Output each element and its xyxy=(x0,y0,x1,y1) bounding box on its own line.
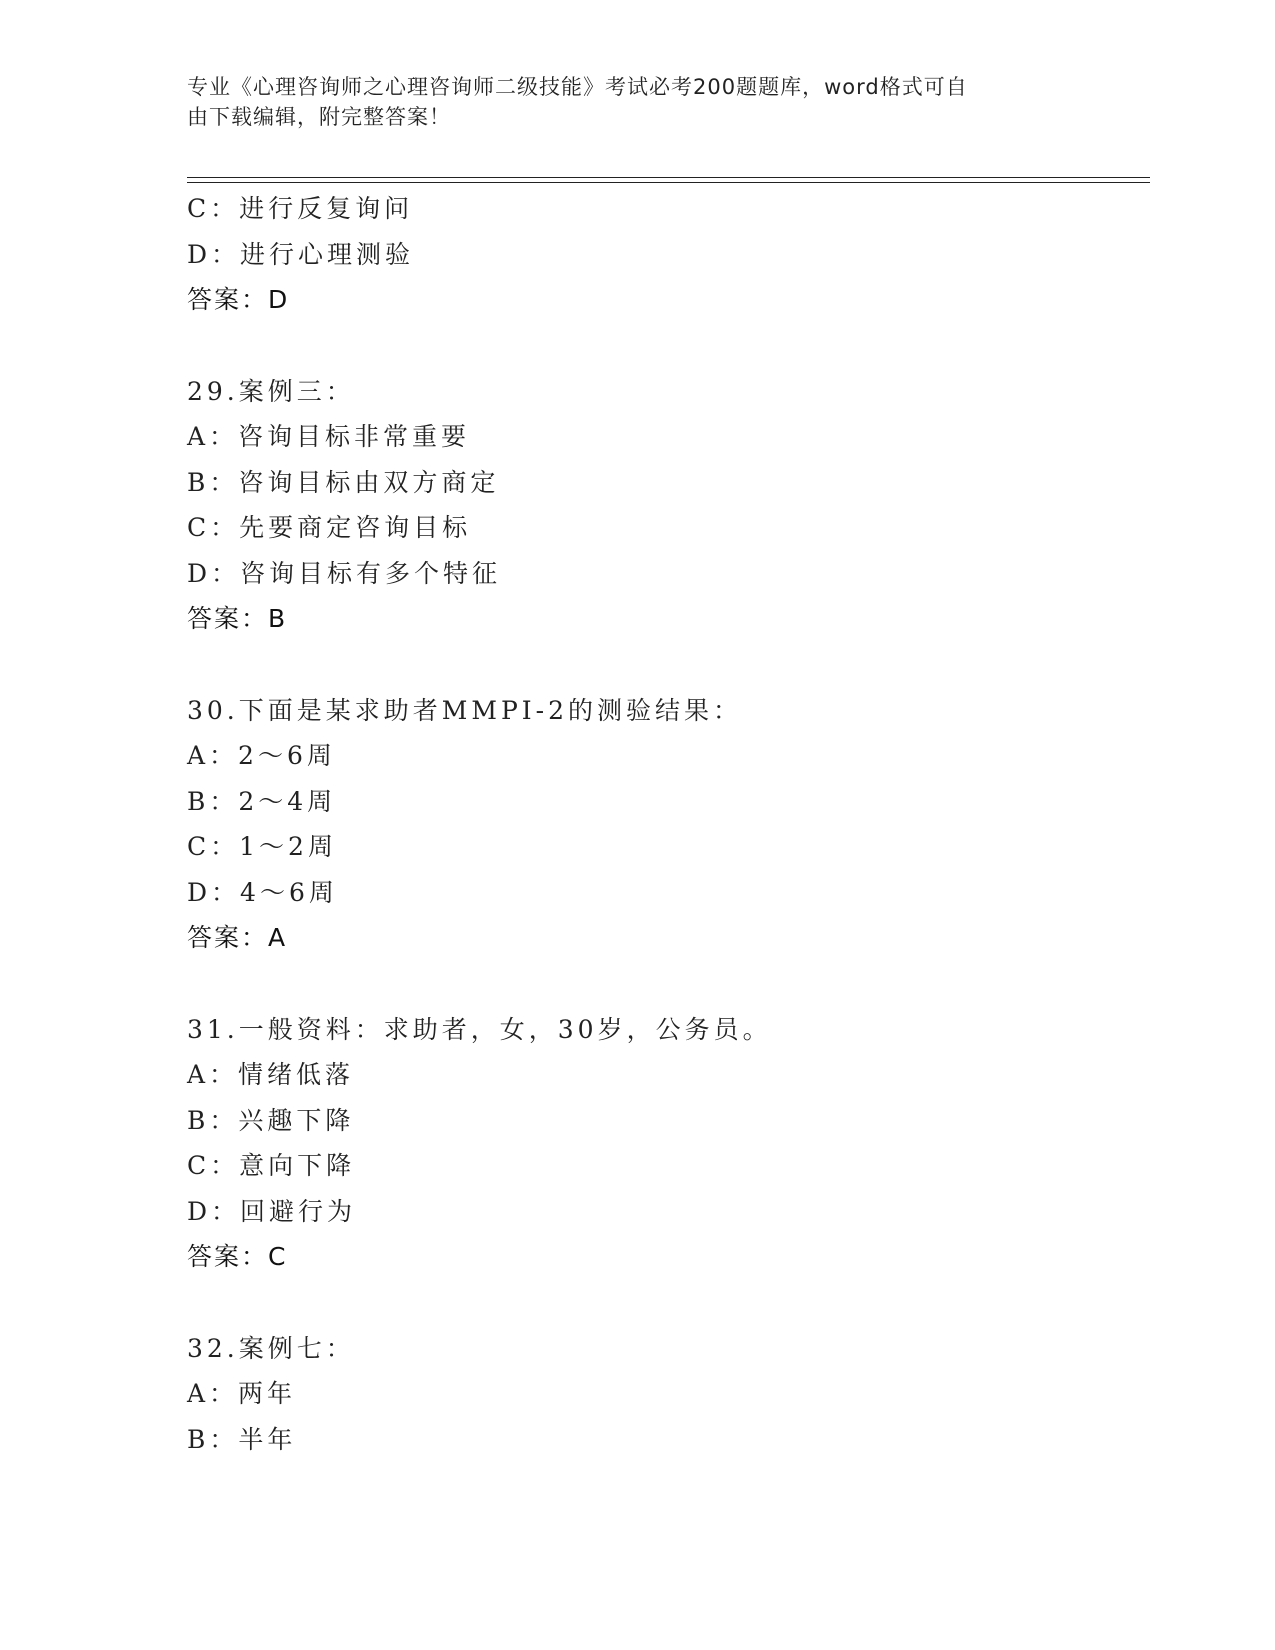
spacer xyxy=(187,642,1127,688)
option-b: B：2～4周 xyxy=(187,786,337,816)
question-31 xyxy=(187,1007,1127,1280)
option-c: C：先要商定咨询目标 xyxy=(187,513,472,542)
answer-line: 答案：D xyxy=(187,285,290,314)
answer-line: 答案：B xyxy=(187,604,288,633)
option-c: C：进行反复询问 xyxy=(187,194,414,223)
option-a: A：两年 xyxy=(187,1379,297,1408)
option-b: B：半年 xyxy=(187,1424,297,1454)
header-line-1: 专业《心理咨询师之心理咨询师二级技能》考试必考200题题库，word格式可自 xyxy=(187,75,968,99)
option-c: C：意向下降 xyxy=(187,1151,356,1180)
option-c: C：1～2周 xyxy=(187,832,337,861)
document-header xyxy=(187,72,1067,132)
question-32 xyxy=(187,1326,1127,1463)
option-a: A：咨询目标非常重要 xyxy=(187,422,471,451)
spacer xyxy=(187,961,1127,1007)
question-29 xyxy=(187,369,1127,642)
question-30 xyxy=(187,688,1127,961)
option-a: A：2～6周 xyxy=(187,741,336,770)
header-divider-bottom xyxy=(187,182,1150,183)
option-d: D：进行心理测验 xyxy=(187,239,415,269)
question-stem: 31.一般资料：求助者，女，30岁，公务员。 xyxy=(187,1014,772,1044)
question-stem: 32.案例七： xyxy=(187,1333,355,1363)
option-d: D：4～6周 xyxy=(187,877,338,907)
question-stem: 30.下面是某求助者MMPI-2的测验结果： xyxy=(187,695,743,725)
header-divider-top xyxy=(187,177,1150,178)
option-d: D：咨询目标有多个特征 xyxy=(187,558,502,588)
question-stem: 29.案例三： xyxy=(187,376,355,406)
answer-line: 答案：C xyxy=(187,1242,288,1271)
option-b: B：兴趣下降 xyxy=(187,1105,355,1135)
question-28-tail xyxy=(187,186,1127,323)
header-line-2: 由下载编辑，附完整答案！ xyxy=(187,105,451,129)
spacer xyxy=(187,1280,1127,1326)
option-b: B：咨询目标由双方商定 xyxy=(187,467,500,497)
spacer xyxy=(187,323,1127,369)
answer-line: 答案：A xyxy=(187,923,288,952)
question-list xyxy=(187,186,1127,1462)
option-a: A：情绪低落 xyxy=(187,1060,355,1089)
option-d: D：回避行为 xyxy=(187,1196,357,1226)
